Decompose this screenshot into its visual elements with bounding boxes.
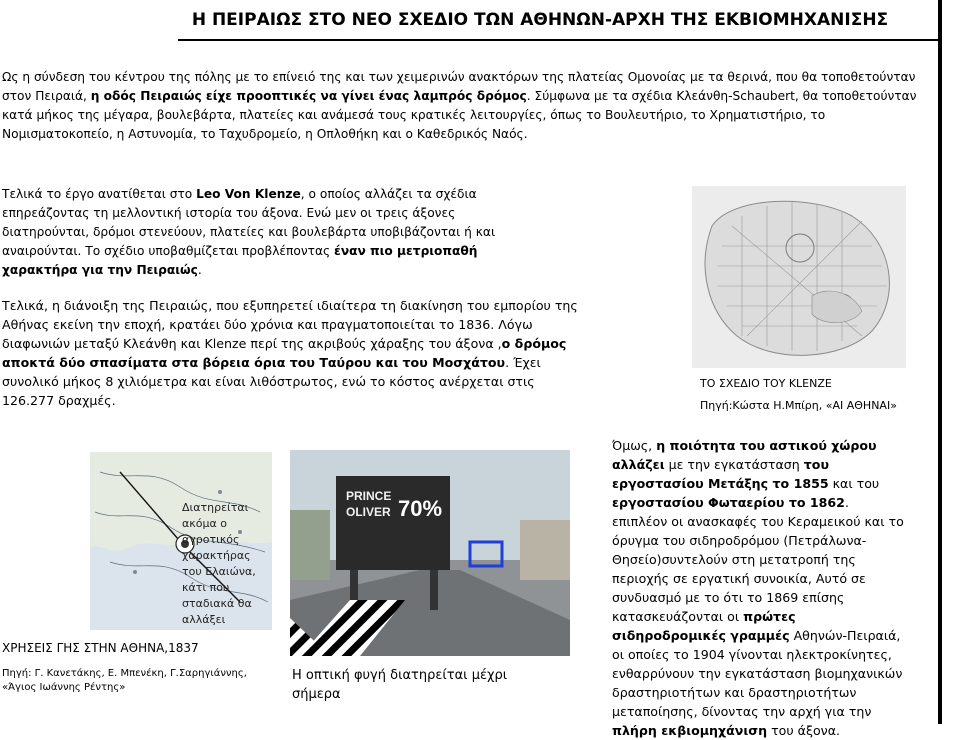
klenze-paragraph [2,185,522,280]
right-text-2: με την εγκατάσταση [664,457,804,472]
right-margin-rule [938,0,942,724]
right-bold-2: του εργοστασίου Μετάξης το 1855 [612,457,829,491]
klenze-caption-title: ΤΟ ΣΧΕΔΙΟ ΤΟΥ KLENZE [700,377,832,390]
road-text-2: . Έχει συνολικό μήκος 8 χιλιόμετρα και είναι λιθόστρωτος, ενώ το κόστος ανέρχεται στις 126.277 δραχμές. [2,355,541,408]
billboard-percent: 70% [398,496,443,521]
klenze-text-1: Τελικά το έργο ανατίθεται στο [2,187,197,201]
page-title: Η ΠΕΙΡΑΙΩΣ ΣΤΟ ΝΕΟ ΣΧΕΔΙΟ ΤΩΝ ΑΘΗΝΩΝ-ΑΡΧΗ ΤΗΣ ΕΚΒΙΟΜΗΧΑΝΙΣΗΣ [191,10,889,30]
right-text-5: Αθηνών-Πειραιά, οι οποίες το 1904 γίνονται ηλεκτροκίνητες, ενθαρρύνουν την εγκατάσταση βιομηχανικών δραστηριοτήτων και δραστηριοτήτων μεταποίησης, δίνοντας την αρχή για την [612,628,903,719]
right-bold-4: πρώτες σιδηροδρομικές γραμμές [612,609,796,643]
klenze-bold-2: έναν πιο μετριοπαθή χαρακτήρα για την Πειραιώς [2,244,478,277]
right-text-6: του άξονα. [767,723,841,738]
street-photo-image [290,450,570,656]
road-paragraph [2,296,580,410]
photo-caption: Η οπτική φυγή διατηρείται μέχρι σήμερα [292,668,508,702]
intro-text-2: . Σύμφωνα με τα σχέδια Κλεάνθη-Schaubert, θα τοποθετούνταν κατά μήκος της μέγαρα, βουλεβάρτα, πλατείες και ανάμεσά τους κρατικές λειτουργίες, όπως το Βουλευτήριο, το Χρηματιστήριο, το Νομισματοκοπείο, η Αστυνομία, το Ταχυδρομείο, η Οπλοθήκη και ο Καθεδρικός Ναός. [2,89,917,141]
intro-paragraph [2,68,922,144]
map-caption-title: ΧΡΗΣΕΙΣ ΓΗΣ ΣΤΗΝ ΑΘΗΝΑ,1837 [2,641,199,655]
right-text-4: . επιπλέον οι ανασκαφές του Κεραμεικού και το όρυγμα του σιδηροδρόμου (Πετράλωνα-Θησείο)συντελούν στη μετατροπή της περιοχής σε εργατική συνοικία, Αυτό σε συνδυασμό με το ότι το 1869 επίσης κατασκευάζονται οι [612,495,904,624]
right-bold-3: εργοστασίου Φωταερίου το 1862 [612,495,845,510]
map-caption-source: Πηγή: Γ. Κανετάκης, Ε. Μπενέκη, Γ.Σαρηγιάννης, «Άγιος Ιωάννης Ρέντης» [2,668,247,693]
klenze-caption-source: Πηγή:Κώστα Η.Μπίρη, «ΑΙ ΑΘΗΝΑΙ» [700,399,897,412]
road-bold-1: ο δρόμος αποκτά δύο σπασίματα στα βόρεια όρια του Ταύρου και του Μοσχάτου [2,336,567,370]
road-text-1: Τελικά, η διάνοιξη της Πειραιώς, που εξυπηρετεί ιδιαίτερα τη διακίνηση του εμπορίου της Αθήνας εκείνη την εποχή, κρατάει δύο χρόνια και πραγματοποιείται το 1836. Λόγω διαφωνιών μεταξύ Κλεάνθη και Klenze περί της ακριβούς χάραξης του άξονα , [2,298,578,351]
right-bold-5: πλήρη εκβιομηχάνιση [612,723,768,738]
klenze-plan-image [692,186,906,368]
right-text-1: Όμως, [612,438,657,453]
klenze-text-3: . [197,263,202,277]
klenze-text-2: , ο οποίος αλλάζει τα σχέδια επηρεάζοντας τη μελλοντική ιστορία του άξονα. Ενώ μεν οι τρεις άξονες διατηρούνται, δρόμοι στενεύουν, πλατείες και βουλεβάρτα υποβιβάζονται ή και αναιρούνται. Το σχέδιο υποβαθμίζεται προβλέποντας [2,187,496,258]
right-text-3: και του [828,476,880,491]
title-underline [178,39,940,41]
billboard-line1: PRINCE [346,489,392,503]
right-bold-1: η ποιότητα του αστικού χώρου αλλάζει [612,438,877,472]
intro-bold-1: η οδός Πειραιώς είχε προοπτικές να γίνει ένας λαμπρός δρόμος [90,89,527,103]
map-annotation-note: Διατηρείται ακόμα ο αγροτικός χαρακτήρας του Ελαιώνα, κάτι που σταδιακά θα αλλάξει [182,501,256,626]
billboard-line2: OLIVER [346,505,391,519]
industrialization-paragraph [612,436,908,740]
intro-text-1: Ως η σύνδεση του κέντρου της πόλης με το επίνειό της και των χειμερινών ανακτόρων της πλατείας Ομονοίας με τα θερινά, που θα τοποθετούνταν στον Πειραιά, [2,70,916,103]
klenze-bold-1: Leo Von Klenze [196,187,301,201]
